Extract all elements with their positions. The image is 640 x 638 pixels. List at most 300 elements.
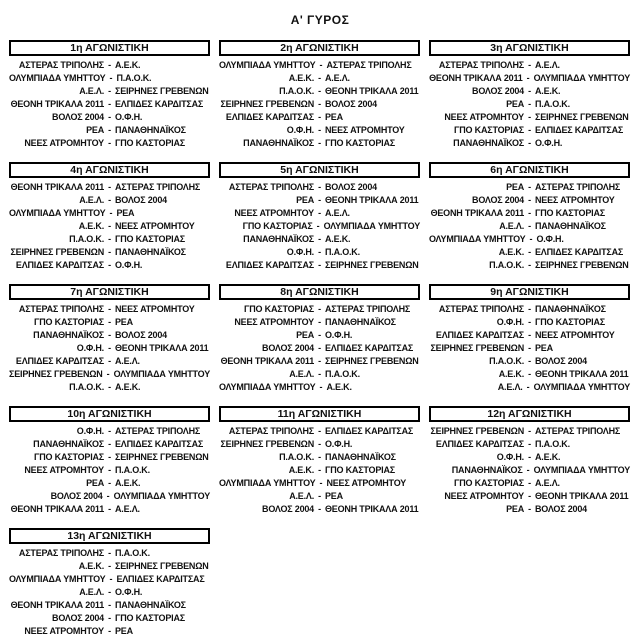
away-team: ΣΕΙΡΗΝΕΣ ΓΡΕΒΕΝΩΝ — [535, 260, 629, 270]
away-team: ΡΕΑ — [115, 626, 133, 636]
home-team: ΟΛΥΜΠΙΑΔΑ ΥΜΗΤΤΟΥ — [219, 60, 316, 70]
fixture-row — [9, 329, 210, 342]
away-team: ΑΣΤΕΡΑΣ ΤΡΙΠΟΛΗΣ — [115, 426, 201, 436]
separator: - — [528, 504, 531, 514]
fixture-row — [219, 207, 420, 220]
fixture-list — [9, 303, 210, 394]
separator: - — [108, 343, 111, 353]
away-team: Π.Α.Ο.Κ. — [115, 548, 150, 558]
fixture-row — [219, 477, 420, 490]
separator: - — [108, 600, 111, 610]
away-team: Π.Α.Ο.Κ. — [535, 99, 570, 109]
fixture-row — [429, 477, 630, 490]
separator: - — [108, 112, 111, 122]
home-team: ΠΑΝΑΘΗΝΑΪΚΟΣ — [243, 234, 314, 244]
away-team: ΓΠΟ ΚΑΣΤΟΡΙΑΣ — [115, 613, 185, 623]
fixture-row — [9, 181, 210, 194]
separator: - — [318, 247, 321, 257]
separator: - — [318, 234, 321, 244]
away-team: ΓΠΟ ΚΑΣΤΟΡΙΑΣ — [535, 317, 605, 327]
fixture-row — [219, 59, 420, 72]
round-header — [219, 284, 420, 300]
home-team: Ο.Φ.Η. — [76, 343, 104, 353]
separator: - — [318, 491, 321, 501]
fixture-row — [219, 490, 420, 503]
fixture-row — [219, 451, 420, 464]
home-team: ΝΕΕΣ ΑΤΡΟΜΗΤΟΥ — [234, 317, 314, 327]
fixture-row — [219, 503, 420, 516]
separator: - — [529, 234, 533, 244]
round-box — [9, 162, 210, 272]
away-team: Ο.Φ.Η. — [536, 234, 564, 244]
separator: - — [528, 195, 531, 205]
away-team: ΠΑΝΑΘΗΝΑΪΚΟΣ — [535, 304, 606, 314]
separator: - — [108, 195, 111, 205]
home-team: ΑΣΤΕΡΑΣ ΤΡΙΠΟΛΗΣ — [438, 60, 524, 70]
fixture-row — [429, 381, 630, 394]
home-team: Α.Ε.Λ. — [499, 221, 524, 231]
home-team: Α.Ε.Λ. — [79, 86, 104, 96]
fixture-row — [429, 451, 630, 464]
fixture-list — [429, 59, 630, 150]
away-team: ΟΛΥΜΠΙΑΔΑ ΥΜΗΤΤΟΥ — [113, 369, 210, 379]
fixture-row — [219, 124, 420, 137]
away-team: ΒΟΛΟΣ 2004 — [115, 195, 167, 205]
separator: - — [318, 86, 321, 96]
fixture-row — [9, 98, 210, 111]
home-team: ΣΕΙΡΗΝΕΣ ΓΡΕΒΕΝΩΝ — [430, 343, 524, 353]
separator: - — [318, 260, 321, 270]
home-team: ΡΕΑ — [296, 330, 314, 340]
fixture-row — [429, 259, 630, 272]
home-team: Α.Ε.Λ. — [497, 382, 523, 392]
fixture-list — [9, 547, 210, 638]
fixture-row — [9, 124, 210, 137]
away-team: ΡΕΑ — [535, 343, 553, 353]
round-title: 7η ΑΓΩΝΙΣΤΙΚΗ — [70, 286, 149, 298]
away-team: Π.Α.Ο.Κ. — [116, 73, 152, 83]
fixture-list — [219, 59, 420, 150]
fixture-row — [9, 381, 210, 394]
separator: - — [528, 452, 531, 462]
separator: - — [528, 317, 531, 327]
away-team: ΣΕΙΡΗΝΕΣ ΓΡΕΒΕΝΩΝ — [325, 356, 419, 366]
round-title: 3η ΑΓΩΝΙΣΤΙΚΗ — [490, 42, 569, 54]
fixture-row — [219, 233, 420, 246]
round-header — [9, 284, 210, 300]
away-team: ΠΑΝΑΘΗΝΑΪΚΟΣ — [115, 125, 186, 135]
away-team: ΑΣΤΕΡΑΣ ΤΡΙΠΟΛΗΣ — [326, 60, 412, 70]
away-team: ΘΕΟΝΗ ΤΡΙΚΑΛΑ 2011 — [115, 343, 209, 353]
away-team: Α.Ε.Κ. — [115, 382, 141, 392]
separator: - — [319, 382, 323, 392]
away-team: ΣΕΙΡΗΝΕΣ ΓΡΕΒΕΝΩΝ — [115, 452, 209, 462]
fixture-row — [429, 85, 630, 98]
away-team: Π.Α.Ο.Κ. — [535, 439, 570, 449]
round-box — [219, 162, 420, 272]
away-team: ΓΠΟ ΚΑΣΤΟΡΙΑΣ — [325, 138, 395, 148]
home-team: ΘΕΟΝΗ ΤΡΙΚΑΛΑ 2011 — [220, 356, 314, 366]
home-team: ΕΛΠΙΔΕΣ ΚΑΡΔΙΤΣΑΣ — [225, 260, 314, 270]
separator: - — [526, 382, 530, 392]
home-team: ΑΣΤΕΡΑΣ ΤΡΙΠΟΛΗΣ — [18, 304, 104, 314]
separator: - — [318, 208, 321, 218]
away-team: Α.Ε.Κ. — [326, 382, 352, 392]
separator: - — [528, 330, 531, 340]
away-team: ΟΛΥΜΠΙΑΔΑ ΥΜΗΤΤΟΥ — [533, 382, 630, 392]
home-team: ΣΕΙΡΗΝΕΣ ΓΡΕΒΕΝΩΝ — [10, 247, 104, 257]
away-team: ΓΠΟ ΚΑΣΤΟΡΙΑΣ — [115, 234, 185, 244]
separator: - — [108, 382, 111, 392]
separator: - — [316, 221, 320, 231]
fixture-row — [219, 355, 420, 368]
away-team: Α.Ε.Λ. — [325, 73, 350, 83]
away-team: ΝΕΕΣ ΑΤΡΟΜΗΤΟΥ — [326, 478, 407, 488]
away-team: ΟΛΥΜΠΙΑΔΑ ΥΜΗΤΤΟΥ — [323, 221, 420, 231]
away-team: ΣΕΙΡΗΝΕΣ ΓΡΕΒΕΝΩΝ — [115, 86, 209, 96]
home-team: ΣΕΙΡΗΝΕΣ ΓΡΕΒΕΝΩΝ — [220, 99, 314, 109]
home-team: ΡΕΑ — [506, 99, 524, 109]
fixture-row — [9, 342, 210, 355]
away-team: ΝΕΕΣ ΑΤΡΟΜΗΤΟΥ — [325, 125, 405, 135]
fixture-row — [429, 98, 630, 111]
separator: - — [319, 478, 323, 488]
away-team: ΑΣΤΕΡΑΣ ΤΡΙΠΟΛΗΣ — [115, 182, 201, 192]
round-header — [9, 40, 210, 56]
home-team: ΓΠΟ ΚΑΣΤΟΡΙΑΣ — [34, 452, 104, 462]
away-team: ΟΛΥΜΠΙΑΔΑ ΥΜΗΤΤΟΥ — [113, 491, 210, 501]
home-team: ΟΛΥΜΠΙΑΔΑ ΥΜΗΤΤΟΥ — [9, 73, 106, 83]
away-team: ΝΕΕΣ ΑΤΡΟΜΗΤΟΥ — [535, 330, 615, 340]
fixture-row — [429, 303, 630, 316]
home-team: ΑΣΤΕΡΑΣ ΤΡΙΠΟΛΗΣ — [18, 60, 104, 70]
home-team: ΘΕΟΝΗ ΤΡΙΚΑΛΑ 2011 — [429, 73, 523, 83]
round-box — [429, 406, 630, 516]
home-team: ΕΛΠΙΔΕΣ ΚΑΡΔΙΤΣΑΣ — [435, 439, 524, 449]
round-box — [9, 40, 210, 150]
round-box — [429, 162, 630, 272]
fixture-row — [9, 599, 210, 612]
fixture-row — [429, 246, 630, 259]
away-team: ΑΣΤΕΡΑΣ ΤΡΙΠΟΛΗΣ — [325, 304, 411, 314]
fixture-row — [9, 111, 210, 124]
separator: - — [108, 99, 111, 109]
separator: - — [108, 304, 111, 314]
fixture-row — [9, 586, 210, 599]
home-team: Α.Ε.Κ. — [288, 73, 314, 83]
home-team: ΓΠΟ ΚΑΣΤΟΡΙΑΣ — [34, 317, 104, 327]
separator: - — [528, 304, 531, 314]
away-team: Α.Ε.Κ. — [535, 452, 561, 462]
separator: - — [319, 60, 323, 70]
separator: - — [109, 73, 113, 83]
separator: - — [318, 343, 321, 353]
away-team: Π.Α.Ο.Κ. — [325, 369, 360, 379]
home-team: ΒΟΛΟΣ 2004 — [262, 504, 314, 514]
separator: - — [528, 369, 531, 379]
page-title: Α' ΓΥΡΟΣ — [290, 13, 350, 27]
away-team: ΘΕΟΝΗ ΤΡΙΚΑΛΑ 2011 — [535, 491, 629, 501]
fixture-row — [429, 233, 630, 246]
home-team: ΕΛΠΙΔΕΣ ΚΑΡΔΙΤΣΑΣ — [225, 112, 314, 122]
rounds-grid — [0, 27, 640, 638]
home-team: ΠΑΝΑΘΗΝΑΪΚΟΣ — [33, 439, 104, 449]
away-team: Ο.Φ.Η. — [115, 260, 143, 270]
home-team: Π.Α.Ο.Κ. — [489, 356, 524, 366]
away-team: Α.Ε.Λ. — [115, 504, 140, 514]
round-title: 8η ΑΓΩΝΙΣΤΙΚΗ — [280, 286, 359, 298]
fixture-row — [9, 490, 210, 503]
home-team: Α.Ε.Κ. — [78, 561, 104, 571]
round-title: 9η ΑΓΩΝΙΣΤΙΚΗ — [490, 286, 569, 298]
round-title: 1η ΑΓΩΝΙΣΤΙΚΗ — [70, 42, 149, 54]
round-box — [9, 284, 210, 394]
home-team: ΝΕΕΣ ΑΤΡΟΜΗΤΟΥ — [24, 138, 104, 148]
home-team: ΡΕΑ — [86, 478, 104, 488]
separator: - — [108, 86, 111, 96]
fixture-row — [219, 303, 420, 316]
fixture-row — [9, 368, 210, 381]
home-team: Ο.Φ.Η. — [76, 426, 104, 436]
away-team: ΘΕΟΝΗ ΤΡΙΚΑΛΑ 2011 — [535, 369, 629, 379]
away-team: ΣΕΙΡΗΝΕΣ ΓΡΕΒΕΝΩΝ — [325, 260, 419, 270]
separator: - — [108, 465, 111, 475]
away-team: ΡΕΑ — [325, 491, 343, 501]
away-team: ΓΠΟ ΚΑΣΤΟΡΙΑΣ — [535, 208, 605, 218]
away-team: ΡΕΑ — [116, 208, 135, 218]
home-team: ΒΟΛΟΣ 2004 — [472, 195, 524, 205]
round-header — [219, 406, 420, 422]
away-team: ΕΛΠΙΔΕΣ ΚΑΡΔΙΤΣΑΣ — [535, 247, 624, 257]
home-team: ΠΑΝΑΘΗΝΑΪΚΟΣ — [453, 138, 524, 148]
fixture-row — [9, 303, 210, 316]
separator: - — [108, 260, 111, 270]
fixture-row — [9, 612, 210, 625]
fixture-list — [429, 425, 630, 516]
separator: - — [108, 182, 111, 192]
away-team: ΝΕΕΣ ΑΤΡΟΜΗΤΟΥ — [535, 195, 615, 205]
separator: - — [528, 426, 531, 436]
round-header — [9, 406, 210, 422]
separator: - — [528, 182, 531, 192]
away-team: Α.Ε.Κ. — [535, 86, 561, 96]
fixture-row — [9, 137, 210, 150]
home-team: ΣΕΙΡΗΝΕΣ ΓΡΕΒΕΝΩΝ — [9, 369, 103, 379]
fixture-row — [9, 233, 210, 246]
home-team: ΝΕΕΣ ΑΤΡΟΜΗΤΟΥ — [24, 626, 104, 636]
away-team: ΒΟΛΟΣ 2004 — [535, 504, 587, 514]
away-team: Π.Α.Ο.Κ. — [325, 247, 360, 257]
fixture-row — [219, 194, 420, 207]
round-title: 10η ΑΓΩΝΙΣΤΙΚΗ — [67, 408, 152, 420]
home-team: ΠΑΝΑΘΗΝΑΪΚΟΣ — [33, 330, 104, 340]
separator: - — [106, 369, 110, 379]
home-team: ΝΕΕΣ ΑΤΡΟΜΗΤΟΥ — [234, 208, 314, 218]
home-team: Π.Α.Ο.Κ. — [279, 452, 314, 462]
separator: - — [108, 548, 111, 558]
fixture-row — [429, 59, 630, 72]
round-title: 13η ΑΓΩΝΙΣΤΙΚΗ — [67, 530, 152, 542]
separator: - — [318, 426, 321, 436]
separator: - — [528, 439, 531, 449]
home-team: ΒΟΛΟΣ 2004 — [50, 491, 103, 501]
fixture-row — [219, 438, 420, 451]
separator: - — [108, 221, 111, 231]
fixture-row — [9, 451, 210, 464]
separator: - — [528, 221, 531, 231]
separator: - — [528, 112, 531, 122]
fixture-row — [429, 207, 630, 220]
round-box — [9, 528, 210, 638]
fixture-row — [429, 490, 630, 503]
fixture-list — [429, 303, 630, 394]
fixture-row — [219, 220, 420, 233]
separator: - — [106, 491, 110, 501]
home-team: ΘΕΟΝΗ ΤΡΙΚΑΛΑ 2011 — [430, 208, 524, 218]
round-box — [9, 406, 210, 516]
fixture-row — [9, 547, 210, 560]
home-team: ΝΕΕΣ ΑΤΡΟΜΗΤΟΥ — [444, 112, 524, 122]
fixture-row — [219, 246, 420, 259]
away-team: ΘΕΟΝΗ ΤΡΙΚΑΛΑ 2011 — [325, 86, 419, 96]
home-team: Ο.Φ.Η. — [286, 247, 314, 257]
home-team: Π.Α.Ο.Κ. — [489, 260, 524, 270]
round-box — [429, 40, 630, 150]
home-team: ΓΠΟ ΚΑΣΤΟΡΙΑΣ — [454, 478, 524, 488]
separator: - — [109, 574, 113, 584]
separator: - — [528, 491, 531, 501]
away-team: ΡΕΑ — [325, 112, 343, 122]
home-team: ΝΕΕΣ ΑΤΡΟΜΗΤΟΥ — [24, 465, 104, 475]
away-team: ΒΟΛΟΣ 2004 — [325, 182, 377, 192]
separator: - — [318, 439, 321, 449]
home-team: Α.Ε.Κ. — [498, 247, 524, 257]
home-team: ΕΛΠΙΔΕΣ ΚΑΡΔΙΤΣΑΣ — [15, 260, 104, 270]
home-team: ΘΕΟΝΗ ΤΡΙΚΑΛΑ 2011 — [10, 600, 104, 610]
separator: - — [318, 182, 321, 192]
home-team: ΟΛΥΜΠΙΑΔΑ ΥΜΗΤΤΟΥ — [219, 382, 316, 392]
separator: - — [528, 125, 531, 135]
separator: - — [318, 504, 321, 514]
fixture-row — [9, 425, 210, 438]
fixture-row — [429, 137, 630, 150]
home-team: Α.Ε.Λ. — [79, 587, 104, 597]
fixture-row — [9, 259, 210, 272]
away-team: Ο.Φ.Η. — [115, 112, 143, 122]
separator: - — [318, 99, 321, 109]
separator: - — [108, 356, 111, 366]
away-team: Ο.Φ.Η. — [325, 330, 353, 340]
home-team: Π.Α.Ο.Κ. — [69, 382, 104, 392]
home-team: ΡΕΑ — [506, 182, 524, 192]
fixture-row — [219, 98, 420, 111]
separator: - — [108, 60, 111, 70]
home-team: ΒΟΛΟΣ 2004 — [52, 112, 104, 122]
away-team: Π.Α.Ο.Κ. — [115, 465, 150, 475]
home-team: ΡΕΑ — [86, 125, 104, 135]
away-team: ΓΠΟ ΚΑΣΤΟΡΙΑΣ — [115, 138, 185, 148]
separator: - — [318, 304, 321, 314]
home-team: Ο.Φ.Η. — [286, 125, 314, 135]
round-title: 5η ΑΓΩΝΙΣΤΙΚΗ — [280, 164, 359, 176]
separator: - — [526, 465, 530, 475]
separator: - — [108, 247, 111, 257]
away-team: ΘΕΟΝΗ ΤΡΙΚΑΛΑ 2011 — [325, 504, 419, 514]
away-team: ΕΛΠΙΔΕΣ ΚΑΡΔΙΤΣΑΣ — [115, 99, 204, 109]
separator: - — [528, 208, 531, 218]
separator: - — [108, 452, 111, 462]
home-team: ΑΣΤΕΡΑΣ ΤΡΙΠΟΛΗΣ — [18, 548, 104, 558]
separator: - — [318, 317, 321, 327]
fixture-list — [9, 425, 210, 516]
separator: - — [318, 195, 321, 205]
home-team: ΒΟΛΟΣ 2004 — [472, 86, 524, 96]
away-team: Α.Ε.Λ. — [535, 60, 560, 70]
separator: - — [108, 504, 111, 514]
away-team: ΑΣΤΕΡΑΣ ΤΡΙΠΟΛΗΣ — [535, 182, 621, 192]
round-title: 12η ΑΓΩΝΙΣΤΙΚΗ — [487, 408, 572, 420]
home-team: ΡΕΑ — [296, 195, 314, 205]
away-team: ΠΑΝΑΘΗΝΑΪΚΟΣ — [325, 317, 396, 327]
away-team: ΡΕΑ — [115, 317, 133, 327]
home-team: ΓΠΟ ΚΑΣΤΟΡΙΑΣ — [244, 304, 314, 314]
home-team: Α.Ε.Κ. — [498, 369, 524, 379]
fixture-row — [429, 329, 630, 342]
fixture-row — [9, 438, 210, 451]
separator: - — [318, 330, 321, 340]
fixture-row — [429, 355, 630, 368]
separator: - — [108, 626, 111, 636]
fixture-row — [9, 207, 210, 220]
separator: - — [108, 587, 111, 597]
fixture-row — [219, 85, 420, 98]
fixture-row — [429, 316, 630, 329]
fixture-row — [9, 72, 210, 85]
fixture-row — [429, 220, 630, 233]
round-header — [429, 162, 630, 178]
round-title: 4η ΑΓΩΝΙΣΤΙΚΗ — [70, 164, 149, 176]
away-team: Ο.Φ.Η. — [325, 439, 353, 449]
separator: - — [108, 138, 111, 148]
away-team: ΠΑΝΑΘΗΝΑΪΚΟΣ — [535, 221, 606, 231]
separator: - — [528, 356, 531, 366]
fixture-list — [219, 425, 420, 516]
home-team: Α.Ε.Λ. — [289, 369, 314, 379]
away-team: Α.Ε.Λ. — [115, 356, 140, 366]
fixture-row — [9, 59, 210, 72]
home-team: ΑΣΤΕΡΑΣ ΤΡΙΠΟΛΗΣ — [228, 426, 314, 436]
home-team: ΘΕΟΝΗ ΤΡΙΚΑΛΑ 2011 — [10, 99, 104, 109]
round-title: 11η ΑΓΩΝΙΣΤΙΚΗ — [277, 408, 362, 420]
home-team: ΝΕΕΣ ΑΤΡΟΜΗΤΟΥ — [444, 491, 524, 501]
fixture-row — [9, 560, 210, 573]
away-team: ΝΕΕΣ ΑΤΡΟΜΗΤΟΥ — [115, 221, 195, 231]
separator: - — [318, 452, 321, 462]
separator: - — [318, 125, 321, 135]
separator: - — [528, 60, 531, 70]
separator: - — [318, 138, 321, 148]
fixture-row — [219, 342, 420, 355]
separator: - — [108, 439, 111, 449]
separator: - — [318, 356, 321, 366]
home-team: Ο.Φ.Η. — [496, 452, 524, 462]
home-team: ΕΛΠΙΔΕΣ ΚΑΡΔΙΤΣΑΣ — [435, 330, 524, 340]
round-header — [9, 162, 210, 178]
fixture-row — [9, 85, 210, 98]
fixture-row — [429, 342, 630, 355]
away-team: Α.Ε.Κ. — [115, 60, 141, 70]
round-box — [219, 406, 420, 516]
